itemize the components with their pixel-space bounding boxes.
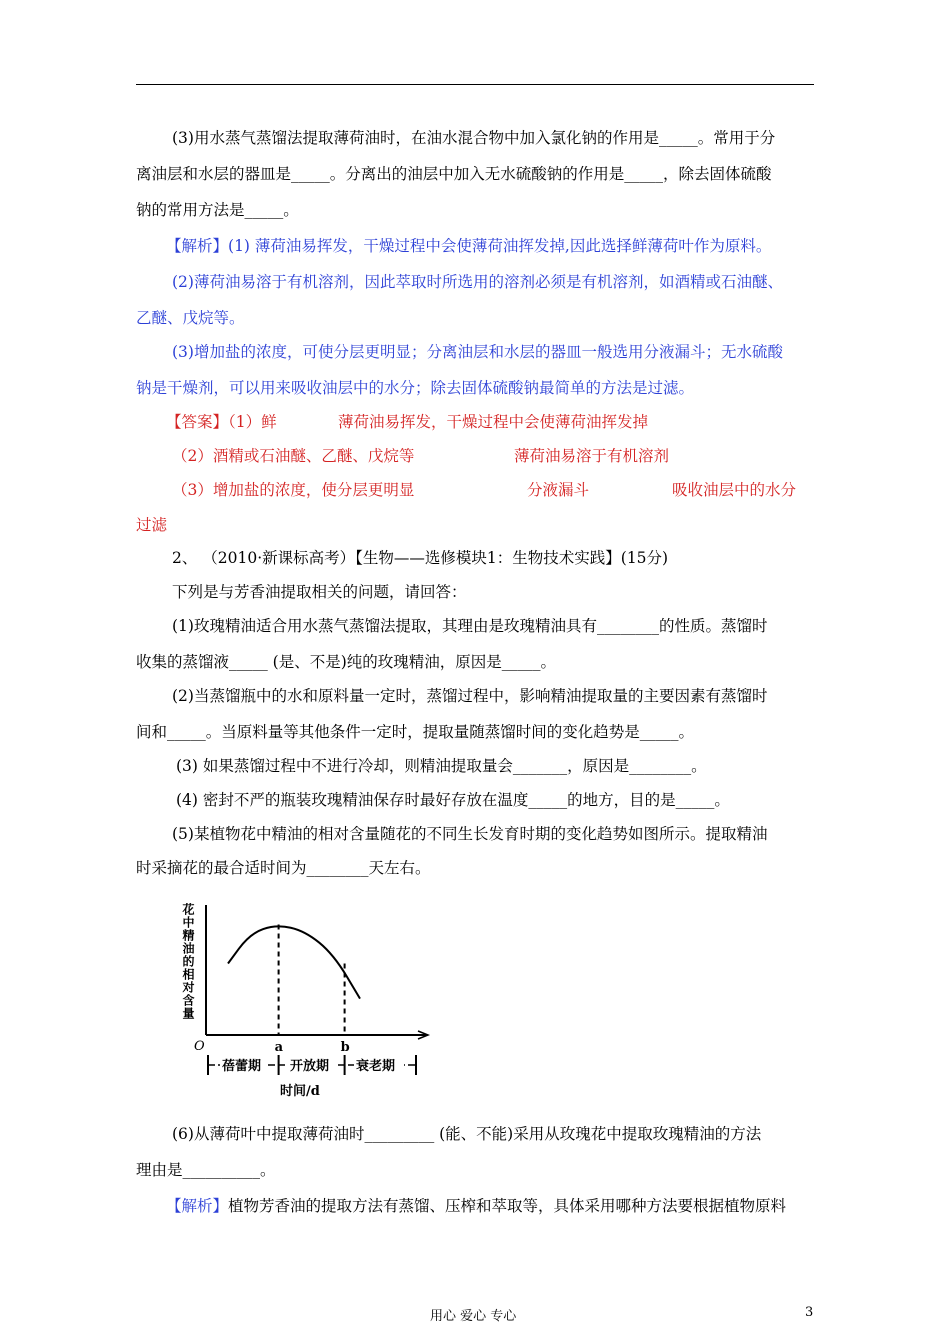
answer1-r1b: 薄荷油易挥发，干燥过程中会使薄荷油挥发掉 <box>338 413 649 431</box>
answer1-r3c: 吸收油层中的水分 <box>672 481 797 499</box>
q2-part1-line1: (1)玫瑰精油适合用水蒸气蒸馏法提取，其理由是玫瑰精油具有________的性质。蒸馏时 <box>172 617 768 635</box>
analysis1-line2: (2)薄荷油易溶于有机溶剂，因此萃取时所选用的溶剂必须是有机溶剂，如酒精或石油醚、 <box>172 273 783 291</box>
analysis1-line5: 钠是干燥剂，可以用来吸收油层中的水分；除去固体硫酸钠最简单的方法是过滤。 <box>136 379 695 397</box>
chart-xlabel: 时间/d <box>280 1084 320 1099</box>
analysis2-line <box>166 1196 786 1216</box>
q2-part2-line1: (2)当蒸馏瓶中的水和原料量一定时，蒸馏过程中，影响精油提取量的主要因素有蒸馏时 <box>172 687 768 705</box>
q2-part1-line2: 收集的蒸馏液_____ (是、不是)纯的玫瑰精油，原因是_____。 <box>136 653 557 671</box>
chart-ylabel: 花中精油的相对含量 <box>181 903 195 1020</box>
q2-part5-line2: 时采摘花的最合适时间为________天左右。 <box>136 859 431 877</box>
answer1-r3b: 分液漏斗 <box>527 481 590 499</box>
chart-stage-2: 衰老期 <box>356 1059 396 1074</box>
answer1-r2b: 薄荷油易溶于有机溶剂 <box>514 447 670 465</box>
q2-intro: 下列是与芳香油提取相关的问题，请回答： <box>172 583 467 601</box>
answer1-r3a: （3）增加盐的浓度，使分层更明显 <box>172 481 415 499</box>
q1-part3-line1: (3)用水蒸气蒸馏法提取薄荷油时，在油水混合物中加入氯化钠的作用是_____。常用于分 <box>172 129 776 147</box>
chart-origin-label: O <box>194 1039 205 1054</box>
analysis1-text1: (1) 薄荷油易挥发，干燥过程中会使薄荷油挥发掉,因此选择鲜薄荷叶作为原料。 <box>228 237 772 255</box>
chart-stage-0: 蓓蕾期 <box>222 1059 262 1074</box>
q2-part6-line1: (6)从薄荷叶中提取薄荷油时_________ (能、不能)采用从玫瑰花中提取玫瑰精油的方法 <box>172 1125 762 1143</box>
answer1-r1a: （1）鲜 <box>228 413 277 431</box>
page-number: 3 <box>805 1305 814 1320</box>
chart-curve <box>228 926 360 998</box>
chart-marker-b: b <box>340 1040 350 1055</box>
q2-part4: (4) 密封不严的瓶装玫瑰精油保存时最好存放在温度_____的地方，目的是_____。 <box>176 791 730 809</box>
q2-part5-line1: (5)某植物花中精油的相对含量随花的不同生长发育时期的变化趋势如图所示。提取精油 <box>172 825 768 843</box>
analysis2-text: 植物芳香油的提取方法有蒸馏、压榨和萃取等，具体采用哪种方法要根据植物原料 <box>228 1197 787 1215</box>
answer1-r4: 过滤 <box>136 516 168 534</box>
analysis1-line1 <box>166 236 771 256</box>
analysis1-line3: 乙醚、戊烷等。 <box>136 309 245 327</box>
analysis1-tag: 【解析】 <box>166 237 229 255</box>
answer1-tag: 【答案】 <box>166 413 229 431</box>
q1-part3-line2: 离油层和水层的器皿是_____。分离出的油层中加入无水硫酸钠的作用是_____，除去固体硫酸 <box>136 165 772 183</box>
answer1-row1-left <box>166 412 277 432</box>
footer-motto: 用心 爱心 专心 <box>430 1309 517 1324</box>
analysis1-line4: (3)增加盐的浓度，可使分层更明显；分离油层和水层的器皿一般选用分液漏斗；无水硫酸 <box>172 343 783 361</box>
analysis2-tag: 【解析】 <box>166 1197 229 1215</box>
chart-marker-a: a <box>274 1040 284 1055</box>
q2-part6-line2: 理由是__________。 <box>136 1161 276 1179</box>
header-rule <box>136 84 814 85</box>
q1-part3-line3: 钠的常用方法是_____。 <box>136 201 299 219</box>
chart-stage-1: 开放期 <box>290 1059 330 1074</box>
q2-part2-line2: 间和_____。当原料量等其他条件一定时，提取量随蒸馏时间的变化趋势是_____。 <box>136 723 695 741</box>
essential-oil-chart <box>168 895 448 1105</box>
q2-header: 2、 （2010·新课标高考）【生物——选修模块1：生物技术实践】(15分) <box>172 549 669 567</box>
answer1-r2a: （2）酒精或石油醚、乙醚、戊烷等 <box>172 447 415 465</box>
q2-part3: (3) 如果蒸馏过程中不进行冷却，则精油提取量会_______，原因是________。 <box>176 757 707 775</box>
